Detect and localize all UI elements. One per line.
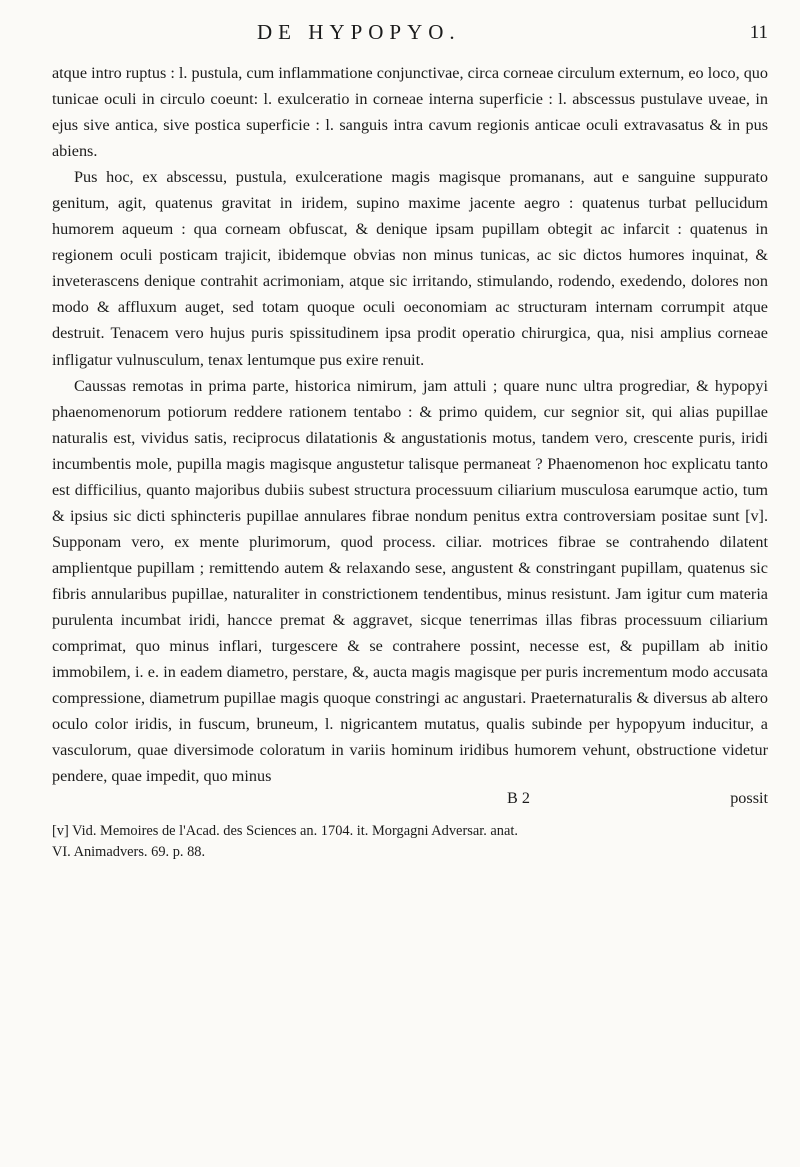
- running-head: DE HYPOPYO.: [257, 20, 461, 44]
- page-number: 11: [749, 22, 768, 43]
- paragraph-3: Caussas remotas in prima parte, historica nimirum, jam attuli ; quare nunc ultra progrediar, & hypopyi phaenomenorum potiorum reddere rationem tentabo : & primo quidem, cur segnior sit, qui alias pupillae naturalis est, vividus satis, reciprocus dilatationis & angustationis motus, tandem vero, crescente puris, iridi incumbentis mole, pupilla magis magisque angustetur talisque permaneat ? Phaenomenon hoc explicatu tanto est difficilius, quanto majoribus dubiis subest structura processuum ciliarium musculosa earumque actio, tum & ipsius sic dicti sphincteris pupillae annulares fibrae nondum penitus extra controversiam positae sunt [v]. Supponam vero, ex mente plurimorum, quod process. ciliar. motrices fibrae se contrahendo dilatent amplientque pupillam ; remittendo autem & relaxando sese, angustent & constringant pupillam, quatenus sic fibris annularibus pupillae, naturaliter in constrictionem tendentibus, minus resistunt. Jam igitur cum materia purulenta incumbat iridi, hancce premat & aggravet, sicque tenerrimas illas fibras processuum ciliarium comprimat, quo minus inflari, turgescere & se contrahere possint, necesse est, & pupillam ab initio immobilem, i. e. in eadem diametro, perstare, &, aucta magis magisque per puris incrementum modo accusata compressione, diametrum pupillae magis quoque constringi ac angustari. Praeternaturalis & diversus ab altero oculo color iridis, in fuscum, bruneum, l. nigricantem mutatus, qualis subinde per hypopyum inducitur, a vasculorum, quae diversimode coloratum in variis hominum iridibus humorem vehunt, obstructione videtur pendere, quae impedit, quo minus: [52, 376, 768, 786]
- paragraph-2: Pus hoc, ex abscessu, pustula, exulceratione magis magisque promanans, aut e sanguine suppurato genitum, agit, quatenus gravitat in iridem, supino maxime jacente aegro : quatenus turbat pellucidum humorem aqueum : qua corneam obfuscat, & denique ipsam pupillam obtegit ac infarcit : quatenus in regionem oculi posticam trajicit, ibidemque obvias non minus tunicas, ac sic dictos humores inquinat, & inveterascens denique contrahit acrimoniam, atque sic irritando, stimulando, rodendo, exedendo, dolores non modo & affluxum auget, sed totam quoque oculi oeconomiam ac structuram internam corrumpit atque destruit. Tenacem vero hujus puris spissitudinem ipsa prodit operatio chirurgica, qua, nisi amplius corneae infligatur vulnusculum, tenax lentumque pus exire renuit.: [52, 168, 768, 369]
- signature-line: [52, 789, 768, 815]
- footnote-line-2: VI. Animadvers. 69. p. 88.: [52, 844, 206, 861]
- page-header: [52, 20, 768, 60]
- footnote-line-1: [v] Vid. Memoires de l'Acad. des Sciences an. 1704. it. Morgagni Adversar. anat.: [52, 823, 518, 840]
- catchword: possit: [730, 789, 768, 808]
- book-page: [52, 20, 768, 863]
- main-text: [52, 60, 768, 789]
- footnote: [52, 821, 768, 863]
- paragraph-1: atque intro ruptus : l. pustula, cum inflammatione conjunctivae, circa corneae circulum externum, eo loco, quo tunicae oculi in circulo coeunt: l. exulceratio in corneae interna superficie : l. abscessus pustulave uveae, in ejus sive antica, sive postica superficie : l. sanguis intra cavum regionis anticae oculi extravasatus & in pus abiens.: [52, 64, 768, 161]
- signature-mark: B 2: [507, 789, 530, 808]
